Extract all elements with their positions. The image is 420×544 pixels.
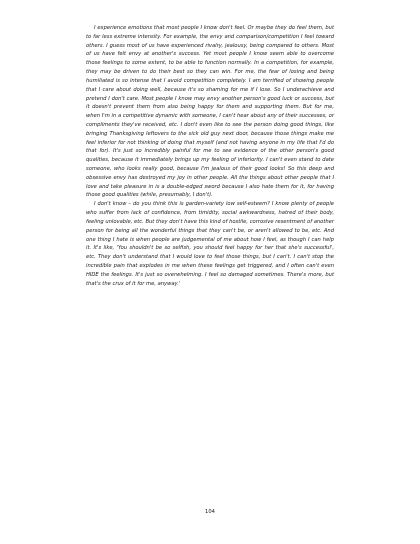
paragraph-2: I don't know – do you think this is garden-variety low self-esteem? I know plenty of people who suffer from lack of confidence, from timidity, social awkwardness, hatred of their body, feeling unlovable, etc. But they don't have this kind of hostile, corrosive resentment of another person for being all the wonderful things that they can't be, or aren't allowed to be, etc. And one thing I hate is when people are judgemental of me about how I feel, as though I can help it. It's like, 'You shouldn't be so selfish, you should feel happy for her that she's successful', etc. They don't understand that I would love to feel those things, but I can't. I can't stop the incredible pain that explodes in me when these feelings get triggered, and I often can't even HIDE the feelings. It's just so overwhelming. I feel so damaged sometimes. There's more, but that's the crux of it for me, anyway.' (86, 201, 334, 287)
paragraph-1: I experience emotions that most people I know don't feel. Or maybe they do feel them, but to far less extreme intensity. For example, the envy and comparison/competition I feel toward others. I guess most of us have experienced rivalry, jealousy, being compared to others. Most of us have felt envy at another's success. Yet most people I know seem able to overcome those feelings to some extent, to be able to function normally. In a competition, for example, they may be driven to do their best so they can win. For me, the fear of losing and being humiliated is so intense that I avoid competition completely. I am terrified of showing people that I care about doing well, because it's so shaming for me if I lose. So I underachieve and pretend I don't care. Most people I know may envy another person's good luck or success, but it doesn't prevent them from also being happy for them and supporting them. But for me, when I'm in a competitive dynamic with someone, I can't hear about any of their successes, or compliments they've received, etc. I don't even like to see the person doing good things, like bringing Thanksgiving leftovers to the sick old guy next door, because those things make me feel inferior for not thinking of doing that myself (and not having anyone in my life that I'd do that for). It's just so incredibly painful for me to see evidence of the other person's good qualities, because it immediately brings up my feeling of inferiority. I can't even stand to date someone, who looks really good, because I'm jealous of their good looks! So this deep and obsessive envy has destroyed my joy in other people. All the things about other people that I love and take pleasure in is a double-edged sword because I also hate them for it, for having those good qualities (while, presumably, I don't). (86, 25, 334, 199)
body-text (86, 24, 334, 288)
page-number: 104 (205, 509, 215, 515)
